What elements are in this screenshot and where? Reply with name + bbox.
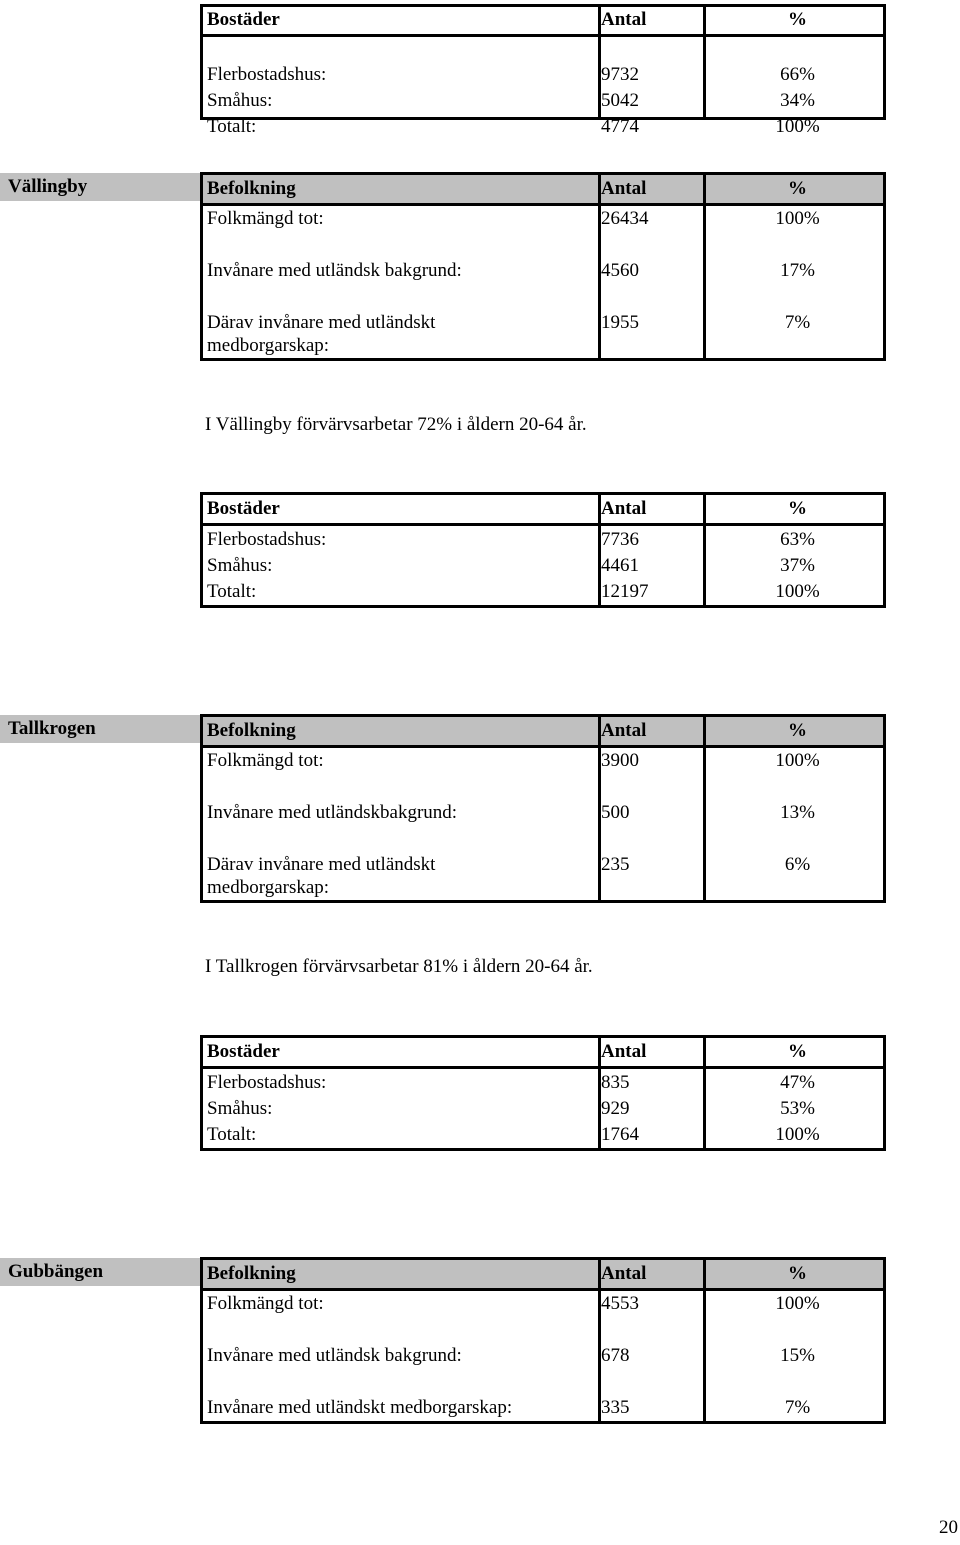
row-label: Småhus:: [207, 90, 273, 111]
row-value: 929: [601, 1098, 630, 1119]
row-value: 335: [601, 1397, 630, 1418]
row-label: Invånare med utländsk bakgrund:: [207, 1345, 462, 1366]
row-value: 26434: [601, 208, 649, 229]
header-cell: Antal: [601, 178, 647, 199]
befolkning-table-gubbangen: [200, 1257, 886, 1424]
header-cell: Antal: [601, 1041, 647, 1062]
row-percent: 7%: [784, 1397, 811, 1418]
row-value: 678: [601, 1345, 630, 1366]
row-value: 12197: [601, 581, 649, 602]
row-percent: 17%: [780, 260, 815, 281]
row-label: Invånare med utländskt medborgarskap:: [207, 1397, 513, 1418]
row-percent: 100%: [775, 750, 820, 771]
row-label: Småhus:: [207, 555, 273, 576]
header-cell: Antal: [601, 9, 647, 30]
row-percent: 53%: [780, 1098, 815, 1119]
row-value: 5042: [601, 90, 639, 111]
district-name-gubbangen: Gubbängen: [0, 1258, 200, 1286]
row-percent: 66%: [780, 64, 815, 85]
header-cell: Befolkning: [207, 1263, 296, 1284]
row-label: Folkmängd tot:: [207, 1293, 324, 1314]
page-number: 20: [939, 1517, 958, 1538]
row-label: Flerbostadshus:: [207, 529, 327, 550]
header-cell: Antal: [601, 720, 647, 741]
row-value: 500: [601, 802, 630, 823]
row-value: 3900: [601, 750, 639, 771]
row-percent: 47%: [780, 1072, 815, 1093]
district-name-tallkrogen: Tallkrogen: [0, 715, 200, 743]
table-header: [203, 9, 883, 33]
row-label: Totalt:: [207, 581, 257, 602]
row-percent: 37%: [780, 555, 815, 576]
row-label: Småhus:: [207, 1098, 273, 1119]
row-percent: 6%: [784, 854, 811, 875]
header-cell: Bostäder: [207, 1041, 280, 1062]
row-percent: 100%: [775, 1293, 820, 1314]
row-label: Folkmängd tot:: [207, 208, 324, 229]
row-percent: 7%: [784, 312, 811, 333]
header-cell: Bostäder: [207, 498, 280, 519]
header-cell: Antal: [601, 1263, 647, 1284]
bostader-table-vallingby: [200, 492, 886, 608]
row-value: 1955: [601, 312, 639, 333]
row-label: Flerbostadshus:: [207, 64, 327, 85]
row-percent: 100%: [775, 581, 820, 602]
row-percent: 100%: [775, 208, 820, 229]
row-label: Invånare med utländsk bakgrund:: [207, 260, 462, 281]
row-label: Folkmängd tot:: [207, 750, 324, 771]
row-value: 1764: [601, 1124, 639, 1145]
row-value: 235: [601, 854, 630, 875]
bostader-table-tallkrogen: [200, 1035, 886, 1151]
row-label: Därav invånare med utländskt: [207, 312, 436, 333]
header-cell: %: [788, 720, 807, 741]
row-value: 4560: [601, 260, 639, 281]
employment-note-tallkrogen: I Tallkrogen förvärvsarbetar 81% i åldern 20-64 år.: [205, 956, 593, 977]
row-percent: 100%: [775, 1124, 820, 1145]
header-cell: %: [788, 1263, 807, 1284]
district-name-vallingby: Vällingby: [0, 173, 200, 201]
row-percent: 13%: [780, 802, 815, 823]
row-label: Flerbostadshus:: [207, 1072, 327, 1093]
header-cell: %: [788, 9, 807, 30]
row-label: medborgarskap:: [207, 335, 330, 356]
row-value: 9732: [601, 64, 639, 85]
header-cell: %: [788, 498, 807, 519]
befolkning-table-tallkrogen: [200, 714, 886, 903]
row-value: 7736: [601, 529, 639, 550]
header-cell: Antal: [601, 498, 647, 519]
header-cell: %: [788, 1041, 807, 1062]
row-label: Invånare med utländskbakgrund:: [207, 802, 458, 823]
row-value: 835: [601, 1072, 630, 1093]
row-value: 4553: [601, 1293, 639, 1314]
header-cell: Befolkning: [207, 720, 296, 741]
row-value: 4461: [601, 555, 639, 576]
row-percent: 15%: [780, 1345, 815, 1366]
header-cell: Bostäder: [207, 9, 280, 30]
bostader-table-1: [200, 4, 886, 137]
header-cell: Befolkning: [207, 178, 296, 199]
row-label: Därav invånare med utländskt: [207, 854, 436, 875]
befolkning-table-vallingby: [200, 172, 886, 361]
row-percent: 100%: [775, 116, 820, 137]
employment-note-vallingby: I Vällingby förvärvsarbetar 72% i åldern 20-64 år.: [205, 414, 587, 435]
row-label: medborgarskap:: [207, 877, 330, 898]
header-cell: %: [788, 178, 807, 199]
row-percent: 34%: [780, 90, 815, 111]
row-percent: 63%: [780, 529, 815, 550]
row-label: Totalt:: [207, 1124, 257, 1145]
row-label: Totalt:: [207, 116, 257, 137]
row-value: 4774: [601, 116, 639, 137]
